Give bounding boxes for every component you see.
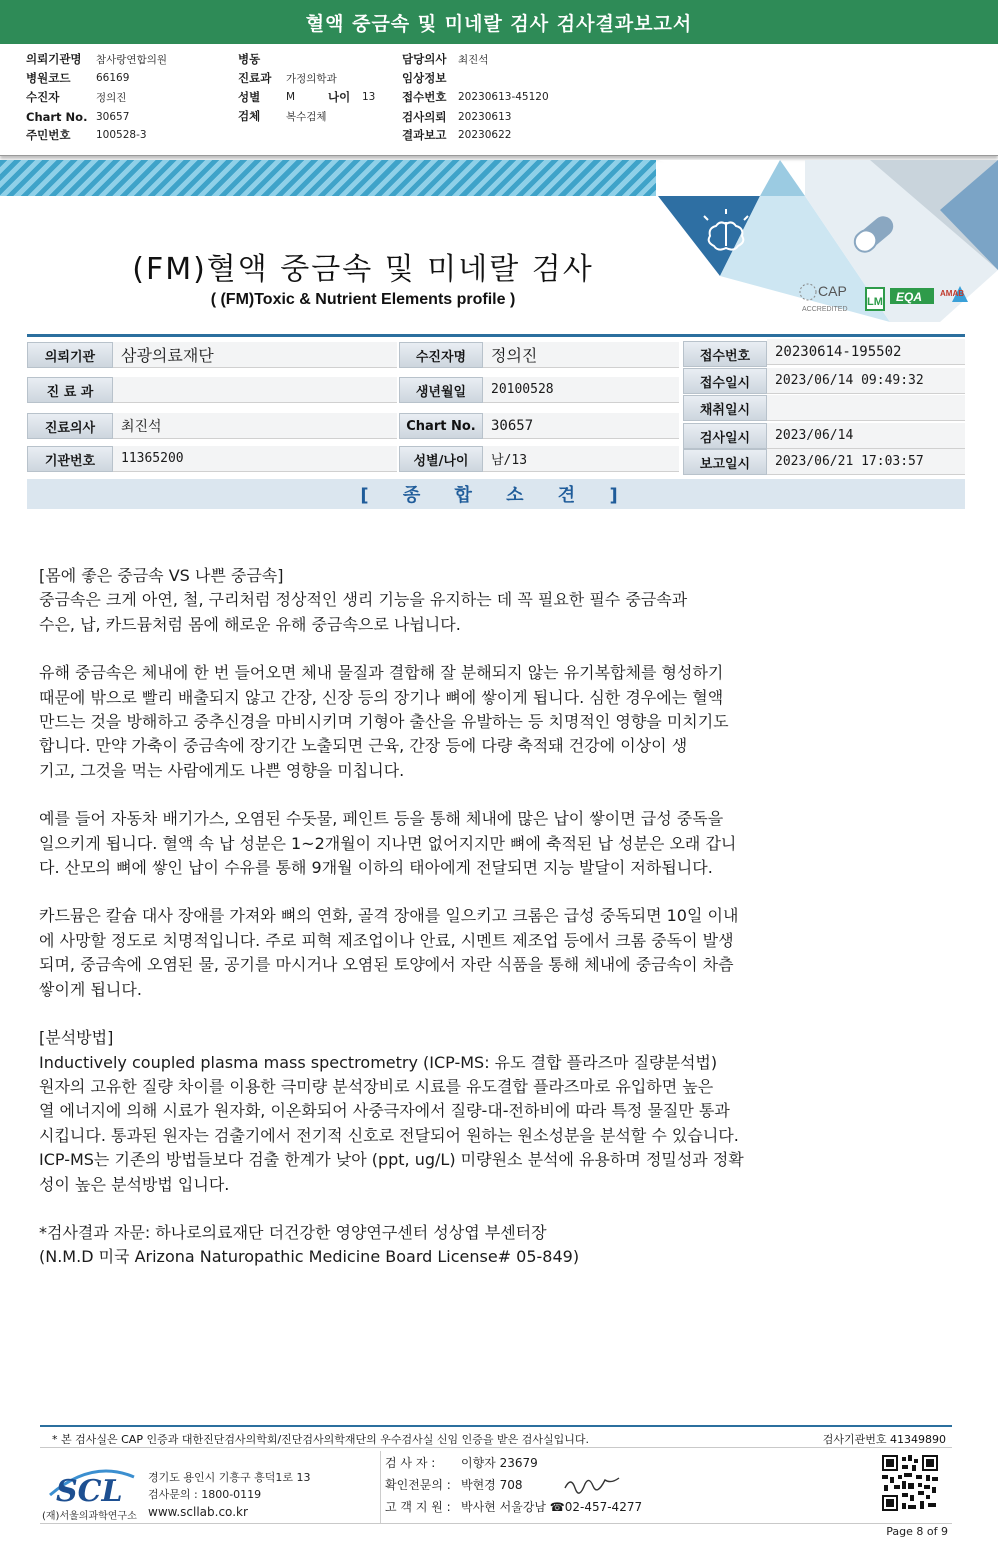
field-label: 접수일시 (683, 368, 767, 394)
doctor-value: 최진석 (113, 413, 397, 439)
order-field-label: Chart No. (26, 110, 88, 124)
staff-label: 확인전문의 : (385, 1477, 451, 1492)
staff-row (381, 1473, 690, 1495)
order-field-label: 담당의사 (402, 52, 447, 66)
lab-staff-info (380, 1451, 690, 1523)
order-field (238, 107, 327, 125)
order-field-value: 30657 (96, 111, 130, 123)
order-field-label: 의뢰기관명 (26, 52, 82, 66)
test-date-value: 2023/06/14 (767, 423, 965, 449)
order-field-value: 100528-3 (96, 129, 147, 141)
order-field (26, 50, 167, 68)
field-label: 채취일시 (683, 395, 767, 421)
age-label: 나이 (328, 90, 351, 104)
field-label: 진 료 과 (27, 377, 113, 403)
order-field (26, 88, 126, 106)
chart-number-value: 30657 (483, 413, 679, 439)
order-field-label: 성별 (238, 90, 261, 104)
report-banner-title: 혈액 중금속 및 미네랄 검사 검사결과보고서 (0, 0, 998, 44)
order-field (26, 69, 129, 87)
paragraph: [몸에 좋은 중금속 VS 나쁜 중금속] 중금속은 크게 아연, 철, 구리처럼 정상적인 생리 기능을 유지하는 데 꼭 필요한 필수 중금속과 수은, 납, 카드뮴처럼 몸에 해로운 유해 중금속으로 나뉩니다. (39, 566, 688, 634)
order-info-panel (0, 44, 998, 156)
staff-value: 박현경 708 (461, 1477, 523, 1492)
order-field-label: 접수번호 (402, 90, 447, 104)
patient-info-table (27, 334, 965, 474)
field-label: 의뢰기관 (27, 342, 113, 368)
patient-name-value: 정의진 (483, 342, 679, 368)
signature-image (563, 1474, 623, 1494)
accreditation-note: * 본 검사실은 CAP 인증과 대한진단검사의학회/진단검사의학재단의 우수검사실 신임 인증을 받은 검사실입니다. (52, 1433, 590, 1446)
field-label: 기관번호 (27, 446, 113, 472)
test-title: (FM)혈액 중금속 및 미네랄 검사 (132, 252, 594, 287)
scl-logo (46, 1455, 138, 1515)
order-field-value: 66169 (96, 72, 130, 84)
order-field (238, 69, 337, 87)
footer-divider (40, 1447, 952, 1448)
order-field (402, 88, 549, 106)
field-label: 접수번호 (683, 341, 767, 367)
order-field-label: 임상정보 (402, 71, 447, 85)
order-field (26, 126, 147, 144)
report-datetime-value: 2023/06/21 17:03:57 (767, 449, 965, 475)
lm-logo (866, 288, 884, 310)
cap-logo-text: CAP (818, 283, 847, 299)
order-field-value: 정의진 (96, 91, 127, 104)
paragraph: 예를 들어 자동차 배기가스, 오염된 수돗물, 페인트 등을 통해 체내에 많은 납이 쌓이면 급성 중독을 일으키게 됩니다. 혈액 속 납 성분은 1~2개월이 지나면 없어지지만 뼈에 축적된 납 성분은 오래 갑니 다. 산모의 뼈에 쌓인 납이 수유를 통해 9개월 이하의 태아에게 전달되면 지능 발달이 저하됩니다. (39, 809, 737, 878)
paragraph: *검사결과 자문: 하나로의료재단 더건강한 영양연구센터 성상엽 부센터장 (N.M.D 미국 Arizona Naturopathic Medicine Board License# 05-849) (39, 1222, 580, 1267)
order-field-label: 결과보고 (402, 128, 447, 142)
order-field (402, 108, 511, 126)
order-field-value: 복수검체 (286, 110, 327, 123)
scl-logo-subtitle: (재)서울의과학연구소 (42, 1511, 137, 1522)
qr-code[interactable] (882, 1455, 938, 1511)
footer-divider (40, 1523, 952, 1524)
paragraph: 유해 중금속은 체내에 한 번 들어오면 체내 물질과 결합해 잘 분해되지 않는 유기복합체를 형성하기 때문에 밖으로 빨리 배출되지 않고 간장, 신장 등의 장기나 뼈에 쌓이게 됩니다. 심한 경우에는 혈액 만드는 것을 방해하고 중추신경을 마비시키며 기형아 출산을 유발하는 등 치명적인 영향을 미치기도 합니다. 만약 가축이 중금속에 장기간 노출되면 근육, 간장 등에 다량 축적돼 건강에 이상이 생 기고, 그것을 먹는 사람에게도 나쁜 영향을 미칩니다. (39, 663, 729, 780)
test-subtitle: ( (FM)Toxic & Nutrient Elements profile ) (210, 291, 516, 308)
collection-datetime-value (767, 395, 965, 421)
amab-logo-text: AMAB (940, 289, 964, 298)
eqa-logo (890, 288, 934, 304)
order-field-label: 검체 (238, 109, 261, 123)
order-field (238, 50, 286, 68)
field-label: 진료의사 (27, 413, 113, 439)
page-number: Page 8 of 9 (886, 1525, 948, 1538)
staff-label: 고 객 지 원 : (385, 1499, 451, 1514)
scl-logo-text: SCL (56, 1474, 123, 1507)
order-field-label: 검사의뢰 (402, 110, 447, 124)
field-label: Chart No. (399, 413, 483, 439)
order-field-value: 20230613-45120 (458, 91, 549, 103)
order-field-label: 병원코드 (26, 71, 71, 85)
field-label: 성별/나이 (399, 446, 483, 472)
field-label: 생년월일 (399, 377, 483, 403)
institution-number-value: 11365200 (113, 446, 397, 472)
order-field (402, 69, 458, 87)
order-field (402, 126, 511, 144)
lab-address: 경기도 용인시 기흥구 흥덕1로 13 검사문의 : 1800-0119 (148, 1471, 311, 1501)
order-field-value: M (286, 91, 296, 103)
lm-logo-text: LM (867, 296, 883, 308)
order-field (26, 108, 129, 126)
staff-value: 박사현 서울강남 ☎02-457-4277 (461, 1499, 643, 1514)
staff-row (381, 1495, 690, 1517)
report-footer (40, 1425, 952, 1549)
footer-divider (40, 1425, 952, 1427)
institution-value: 삼광의료재단 (113, 342, 397, 368)
lab-institution-number: 검사기관번호 41349890 (822, 1433, 946, 1446)
staff-value: 이향자 23679 (461, 1455, 538, 1470)
order-field-label: 병동 (238, 52, 261, 66)
lab-website-link[interactable]: www.scllab.co.kr (148, 1505, 248, 1519)
decorative-stripe (0, 160, 656, 196)
order-field (238, 88, 375, 106)
order-field-value: 참사랑연합의원 (96, 53, 168, 66)
order-field (402, 50, 488, 68)
sex-age-value: 남/13 (483, 446, 679, 472)
eqa-logo-text: EQA (896, 290, 923, 304)
received-datetime-value: 2023/06/14 09:49:32 (767, 368, 965, 394)
order-field-value: 가정의학과 (286, 72, 337, 85)
birthdate-value: 20100528 (483, 377, 679, 403)
field-label: 수진자명 (399, 342, 483, 368)
order-field-label: 진료과 (238, 71, 272, 85)
staff-row (381, 1451, 690, 1473)
order-field-label: 주민번호 (26, 128, 71, 142)
order-field-value: 20230613 (458, 111, 512, 123)
staff-label: 검 사 자 : (385, 1455, 436, 1470)
order-field-label: 수진자 (26, 90, 60, 104)
field-label: 보고일시 (683, 449, 767, 475)
field-label: 검사일시 (683, 423, 767, 449)
paragraph: [분석방법] Inductively coupled plasma mass spectrometry (ICP-MS: 유도 결합 플라즈마 질량분석법) 원자의 고유한 질량 차이를 이용한 극미량 분석장비로 시료를 유도결합 플라즈마로 유입하면 높은 열 에너지에 의해 시료가 원자화, 이온화되어 사중극자에서 질량-대-전하비에 따라 특정 물질만 통과 시킵니다. 통과된 원자는 검출기에서 전기적 신호로 전달되어 원하는 원소성분을 분석할 수 있습니다. ICP-MS는 기존의 방법들보다 검출 한계가 낮아 (ppt, ug/L) 미량원소 분석에 유용하며 정밀성과 정확 성이 높은 분석방법 입니다. (39, 1028, 744, 1194)
summary-section-title: [ 종 합 소 견 ] (27, 479, 965, 509)
accession-number-value: 20230614-195502 (767, 339, 965, 365)
summary-body (39, 564, 889, 1294)
department-value (113, 377, 397, 403)
order-field-value: 최진석 (458, 53, 489, 66)
paragraph: 카드뮴은 칼슘 대사 장애를 가져와 뼈의 연화, 골격 장애를 일으키고 크롬은 급성 중독되면 10일 이내 에 사망할 정도로 치명적입니다. 주로 피혁 제조업이나 안료, 시멘트 제조업 등에서 크롬 중독이 발생 되며, 중금속에 오염된 물, 공기를 마시거나 오염된 토양에서 자란 식품을 통해 체내에 중금속이 차츰 쌓이게 됩니다. (39, 906, 739, 999)
age-value: 13 (362, 91, 376, 103)
cap-logo-sub: ACCREDITED (802, 306, 848, 313)
order-field-value: 20230622 (458, 129, 512, 141)
